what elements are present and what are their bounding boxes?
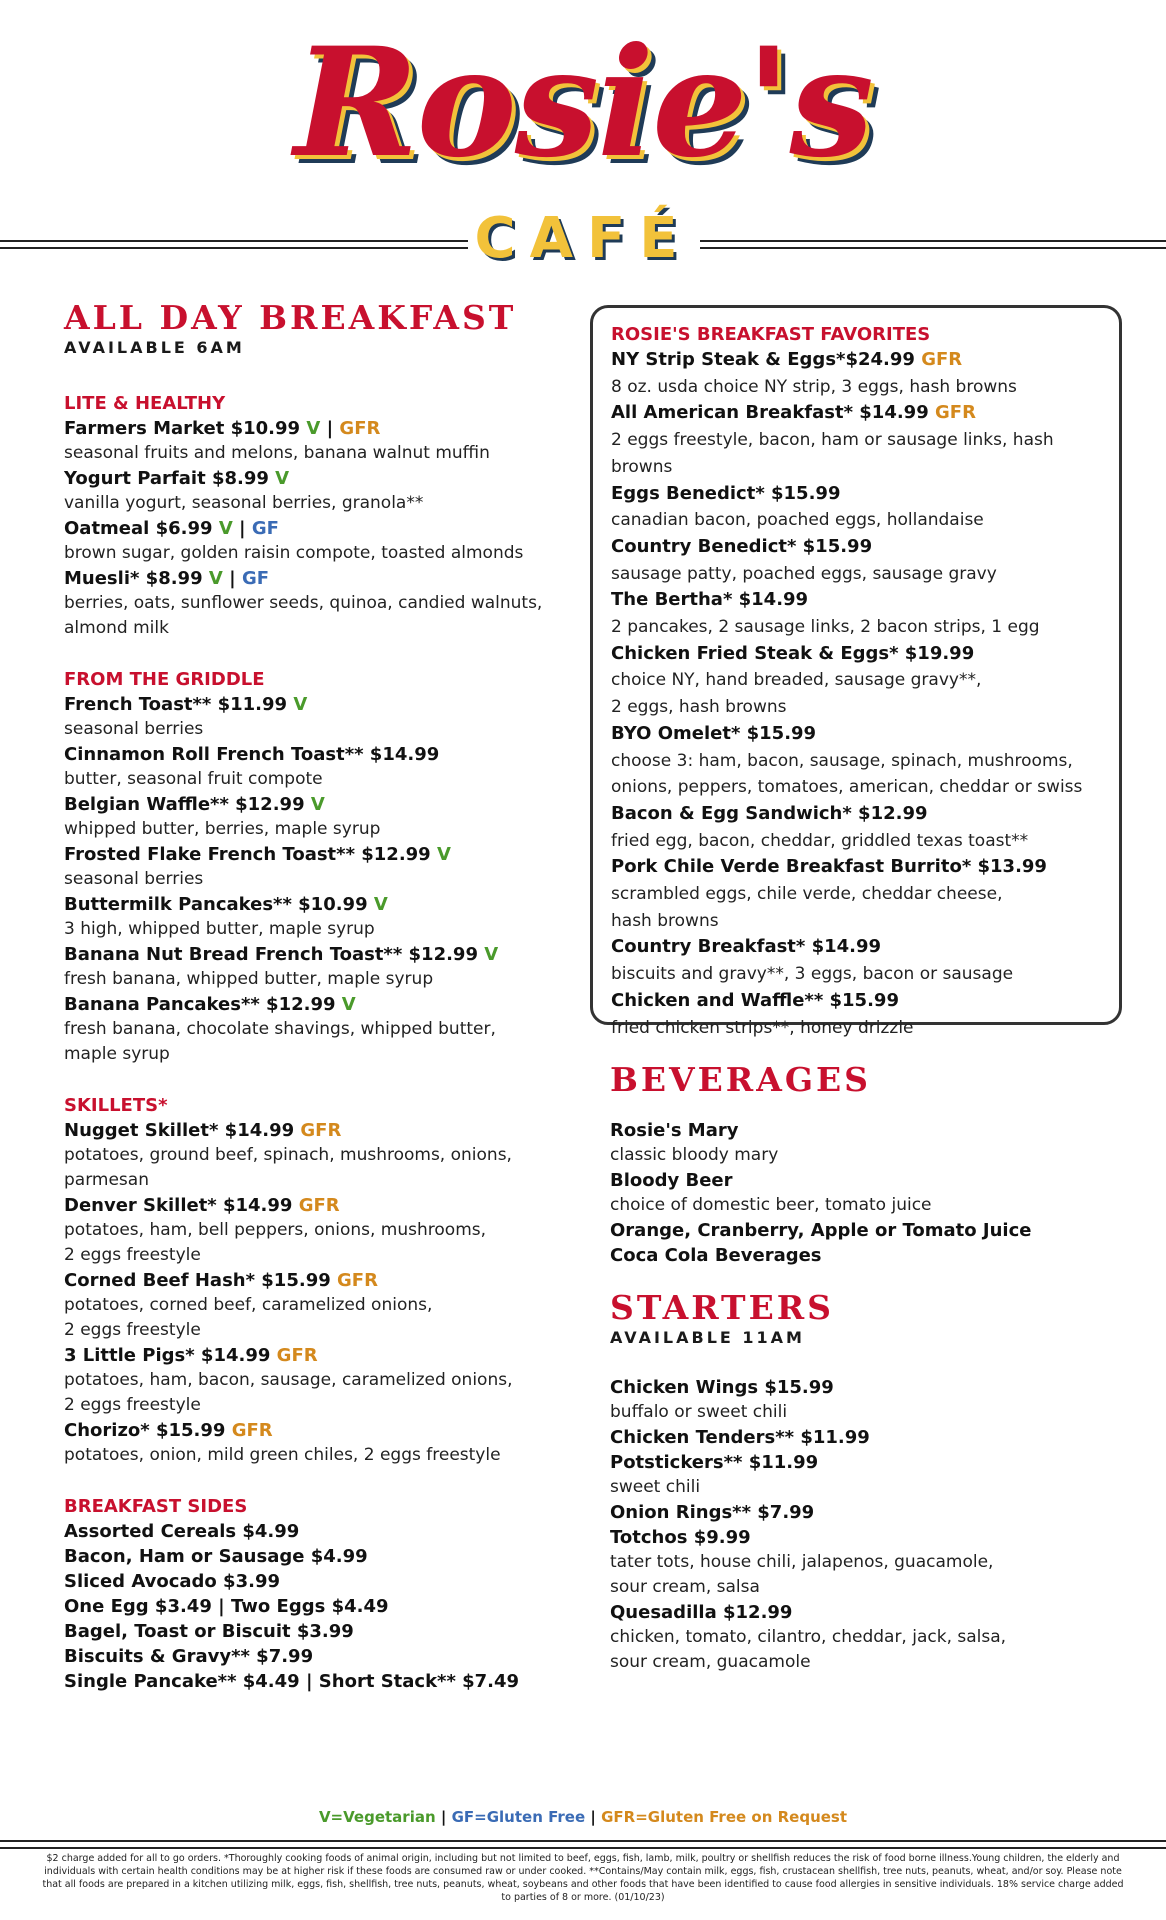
logo-rosies: Rosie's xyxy=(294,15,872,191)
menu-item: Totchos $9.99 xyxy=(610,1527,751,1548)
item-description: 3 high, whipped butter, maple syrup xyxy=(64,919,375,939)
side-item: Assorted Cereals $4.99 xyxy=(64,1521,300,1542)
menu-item xyxy=(64,692,584,717)
item-description: potatoes, ham, bell peppers, onions, mushrooms, xyxy=(64,1220,487,1240)
side-item: Bacon, Ham or Sausage $4.99 xyxy=(64,1546,368,1567)
right-lower-column xyxy=(610,1062,1130,1675)
legend-separator: | xyxy=(590,1808,596,1826)
menu-item: Potstickers** $11.99 xyxy=(610,1452,819,1473)
vegetarian-tag: V xyxy=(310,794,325,815)
item-name: Oatmeal $6.99 xyxy=(64,518,213,539)
menu-item xyxy=(64,992,584,1017)
favorites-box xyxy=(590,305,1122,1038)
item-name: Corned Beef Hash* $15.99 xyxy=(64,1270,331,1291)
item-description: brown sugar, golden raisin compote, toasted almonds xyxy=(64,543,524,563)
menu-item: Chicken Fried Steak & Eggs* $19.99 xyxy=(611,642,975,664)
gfr-tag: GFR xyxy=(231,1420,273,1441)
item-description: seasonal berries xyxy=(64,719,204,739)
item-description: 2 eggs freestyle xyxy=(64,1395,201,1415)
legend-vegetarian: V=Vegetarian xyxy=(318,1808,436,1826)
item-description: hash browns xyxy=(611,910,719,931)
item-name: 3 Little Pigs* $14.99 xyxy=(64,1345,271,1366)
sides-title: BREAKFAST SIDES xyxy=(64,1496,248,1517)
menu-item: Pork Chile Verde Breakfast Burrito* $13.99 xyxy=(611,856,1047,878)
menu-item xyxy=(64,466,584,491)
vegetarian-tag: V xyxy=(293,694,308,715)
item-description: sweet chili xyxy=(610,1477,701,1497)
item-name: All American Breakfast* $14.99 xyxy=(611,402,929,424)
logo-cafe: CAFÉ xyxy=(474,206,692,271)
menu-item xyxy=(64,566,584,591)
gfr-tag: GFR xyxy=(337,1270,378,1291)
gfr-tag: GFR xyxy=(339,418,381,439)
item-name: Belgian Waffle** $12.99 xyxy=(64,794,305,815)
starters-heading: STARTERS xyxy=(610,1288,834,1327)
item-name: Denver Skillet* $14.99 xyxy=(64,1195,293,1216)
item-description: fried egg, bacon, cheddar, griddled texas toast** xyxy=(611,830,1029,851)
item-description: butter, seasonal fruit compote xyxy=(64,769,323,789)
item-name: Farmers Market $10.99 xyxy=(64,418,301,439)
menu-item: Eggs Benedict* $15.99 xyxy=(611,482,841,504)
menu-item xyxy=(64,516,584,541)
item-description: fried chicken strips**, honey drizzle xyxy=(611,1017,914,1038)
item-description: fresh banana, chocolate shavings, whipped butter, xyxy=(64,1019,496,1039)
dietary-legend xyxy=(0,1808,1166,1826)
menu-item xyxy=(64,416,584,441)
logo xyxy=(0,15,1166,191)
legend-gfr: GFR=Gluten Free on Request xyxy=(601,1808,848,1826)
item-description: scrambled eggs, chile verde, cheddar cheese, xyxy=(611,884,1003,905)
tag-separator: | xyxy=(229,568,236,589)
menu-item: Country Breakfast* $14.99 xyxy=(611,936,882,958)
item-description: sausage patty, poached eggs, sausage gravy xyxy=(611,563,997,584)
item-description: potatoes, ham, bacon, sausage, caramelized onions, xyxy=(64,1370,513,1390)
item-description: choose 3: ham, bacon, sausage, spinach, mushrooms, xyxy=(611,750,1073,771)
item-description: 2 eggs freestyle, bacon, ham or sausage links, hash browns xyxy=(611,430,1054,477)
item-description: biscuits and gravy**, 3 eggs, bacon or sausage xyxy=(611,964,1014,985)
menu-item: Rosie's Mary xyxy=(610,1120,739,1141)
item-name: Nugget Skillet* $14.99 xyxy=(64,1120,295,1141)
menu-item xyxy=(64,892,584,917)
item-description: sour cream, guacamole xyxy=(610,1652,811,1672)
favorites-title: ROSIE'S BREAKFAST FAVORITES xyxy=(611,324,931,345)
vegetarian-tag: V xyxy=(275,468,290,489)
menu-item: Quesadilla $12.99 xyxy=(610,1602,793,1623)
item-name: French Toast** $11.99 xyxy=(64,694,288,715)
item-description: seasonal fruits and melons, banana walnut muffin xyxy=(64,443,490,463)
menu-item xyxy=(64,1118,584,1143)
vegetarian-tag: V xyxy=(437,844,451,865)
beverages-heading: BEVERAGES xyxy=(610,1060,871,1099)
gfr-tag: GFR xyxy=(276,1345,318,1366)
menu-item xyxy=(64,1343,584,1368)
item-description: 2 eggs, hash browns xyxy=(611,697,787,718)
menu-item: Bloody Beer xyxy=(610,1170,733,1191)
menu-item xyxy=(64,1193,584,1218)
item-name: Cinnamon Roll French Toast** $14.99 xyxy=(64,744,440,765)
item-description: almond milk xyxy=(64,618,169,638)
item-description: whipped butter, berries, maple syrup xyxy=(64,819,381,839)
gfr-tag: GFR xyxy=(935,402,976,424)
side-item: One Egg $3.49 | Two Eggs $4.49 xyxy=(64,1596,389,1617)
side-item: Single Pancake** $4.49 | Short Stack** $7.49 xyxy=(64,1671,520,1692)
footer-rule xyxy=(0,1840,1166,1849)
vegetarian-tag: V xyxy=(373,894,388,915)
side-item: Biscuits & Gravy** $7.99 xyxy=(64,1646,314,1667)
item-description: potatoes, onion, mild green chiles, 2 eggs freestyle xyxy=(64,1445,501,1465)
item-name: Banana Pancakes** $12.99 xyxy=(64,994,336,1015)
griddle-title: FROM THE GRIDDLE xyxy=(64,669,265,690)
gfr-tag: GFR xyxy=(298,1195,340,1216)
item-description: berries, oats, sunflower seeds, quinoa, candied walnuts, xyxy=(64,593,543,613)
item-description: 2 eggs freestyle xyxy=(64,1245,201,1265)
menu-item: Coca Cola Beverages xyxy=(610,1245,822,1266)
menu-item: Chicken and Waffle** $15.99 xyxy=(611,989,899,1011)
item-description: 2 eggs freestyle xyxy=(64,1320,201,1340)
item-description: buffalo or sweet chili xyxy=(610,1402,788,1422)
gf-tag: GF xyxy=(251,518,279,539)
menu-item xyxy=(64,842,584,867)
menu-item xyxy=(64,1268,584,1293)
all-day-breakfast-subheading: AVAILABLE 6AM xyxy=(64,338,245,357)
item-name: Frosted Flake French Toast** $12.99 xyxy=(64,844,431,865)
item-description: classic bloody mary xyxy=(610,1145,779,1165)
item-description: potatoes, corned beef, caramelized onions, xyxy=(64,1295,433,1315)
item-description: 2 pancakes, 2 sausage links, 2 bacon strips, 1 egg xyxy=(611,617,1040,638)
item-description: sour cream, salsa xyxy=(610,1577,760,1597)
menu-item xyxy=(611,400,1101,427)
menu-item xyxy=(64,792,584,817)
item-description: chicken, tomato, cilantro, cheddar, jack, salsa, xyxy=(610,1627,1007,1647)
item-name: NY Strip Steak & Eggs*$24.99 xyxy=(611,349,915,370)
left-column xyxy=(64,300,584,1694)
item-name: Yogurt Parfait $8.99 xyxy=(64,468,269,489)
menu-item: The Bertha* $14.99 xyxy=(611,589,809,611)
item-description: fresh banana, whipped butter, maple syrup xyxy=(64,969,434,989)
vegetarian-tag: V xyxy=(218,518,233,539)
gfr-tag: GFR xyxy=(921,349,963,370)
item-description: onions, peppers, tomatoes, american, cheddar or swiss xyxy=(611,777,1083,798)
menu-item: Chicken Tenders** $11.99 xyxy=(610,1427,870,1448)
item-description: choice of domestic beer, tomato juice xyxy=(610,1195,932,1215)
menu-item xyxy=(64,942,584,967)
menu-item: Onion Rings** $7.99 xyxy=(610,1502,815,1523)
menu-item: Bacon & Egg Sandwich* $12.99 xyxy=(611,802,928,824)
item-name: Banana Nut Bread French Toast** $12.99 xyxy=(64,944,478,965)
tag-separator: | xyxy=(239,518,246,539)
menu-item: BYO Omelet* $15.99 xyxy=(611,722,817,744)
side-item: Bagel, Toast or Biscuit $3.99 xyxy=(64,1621,354,1642)
tag-separator: | xyxy=(326,418,334,439)
item-description: 8 oz. usda choice NY strip, 3 eggs, hash browns xyxy=(611,376,1017,397)
footnote-disclaimer: $2 charge added for all to go orders. *Thoroughly cooking foods of animal origin, including but not limited to beef, eggs, fish, lamb, milk, poultry or shellfish reduces the risk of food borne illness.Young children, the elderly and individuals with certain health conditions may be at higher risk if these foods are consumed raw or under cooked. **Contains/May contain milk, eggs, fish, crustacean shellfish, tree nuts, peanuts, wheat, and/or soy. Please note that all foods are prepared in a kitchen utilizing milk, eggs, fish, shellfish, tree nuts, peanuts, wheat, soybeans and other foods that have been identified to cause food allergies in sensitive individuals. 18% service charge added to parties of 8 or more. (01/10/23) xyxy=(42,1853,1124,1903)
lite-healthy-title: LITE & HEALTHY xyxy=(64,393,226,414)
item-description: tater tots, house chili, jalapenos, guacamole, xyxy=(610,1552,994,1572)
side-item: Sliced Avocado $3.99 xyxy=(64,1571,280,1592)
menu-item xyxy=(611,347,1101,374)
menu-item xyxy=(64,1418,584,1443)
item-description: vanilla yogurt, seasonal berries, granola** xyxy=(64,493,424,513)
item-name: Muesli* $8.99 xyxy=(64,568,203,589)
item-description: choice NY, hand breaded, sausage gravy**, xyxy=(611,670,982,691)
vegetarian-tag: V xyxy=(484,944,499,965)
gfr-tag: GFR xyxy=(300,1120,342,1141)
all-day-breakfast-heading: ALL DAY BREAKFAST xyxy=(64,298,517,337)
starters-subheading: AVAILABLE 11AM xyxy=(610,1328,805,1347)
menu-item xyxy=(64,742,584,767)
skillets-title: SKILLETS* xyxy=(64,1095,168,1116)
gf-tag: GF xyxy=(241,568,270,589)
item-description: seasonal berries xyxy=(64,869,204,889)
vegetarian-tag: V xyxy=(341,994,356,1015)
menu-item: Country Benedict* $15.99 xyxy=(611,535,873,557)
item-description: potatoes, ground beef, spinach, mushrooms, onions, parmesan xyxy=(64,1145,512,1190)
item-name: Chorizo* $15.99 xyxy=(64,1420,226,1441)
item-description: canadian bacon, poached eggs, hollandaise xyxy=(611,510,984,531)
menu-item: Chicken Wings $15.99 xyxy=(610,1377,834,1398)
vegetarian-tag: V xyxy=(306,418,321,439)
menu-item: Orange, Cranberry, Apple or Tomato Juice xyxy=(610,1220,1032,1241)
legend-separator: | xyxy=(440,1808,447,1826)
item-name: Buttermilk Pancakes** $10.99 xyxy=(64,894,368,915)
item-description: maple syrup xyxy=(64,1044,170,1064)
vegetarian-tag: V xyxy=(208,568,223,589)
legend-gluten-free: GF=Gluten Free xyxy=(451,1808,586,1826)
